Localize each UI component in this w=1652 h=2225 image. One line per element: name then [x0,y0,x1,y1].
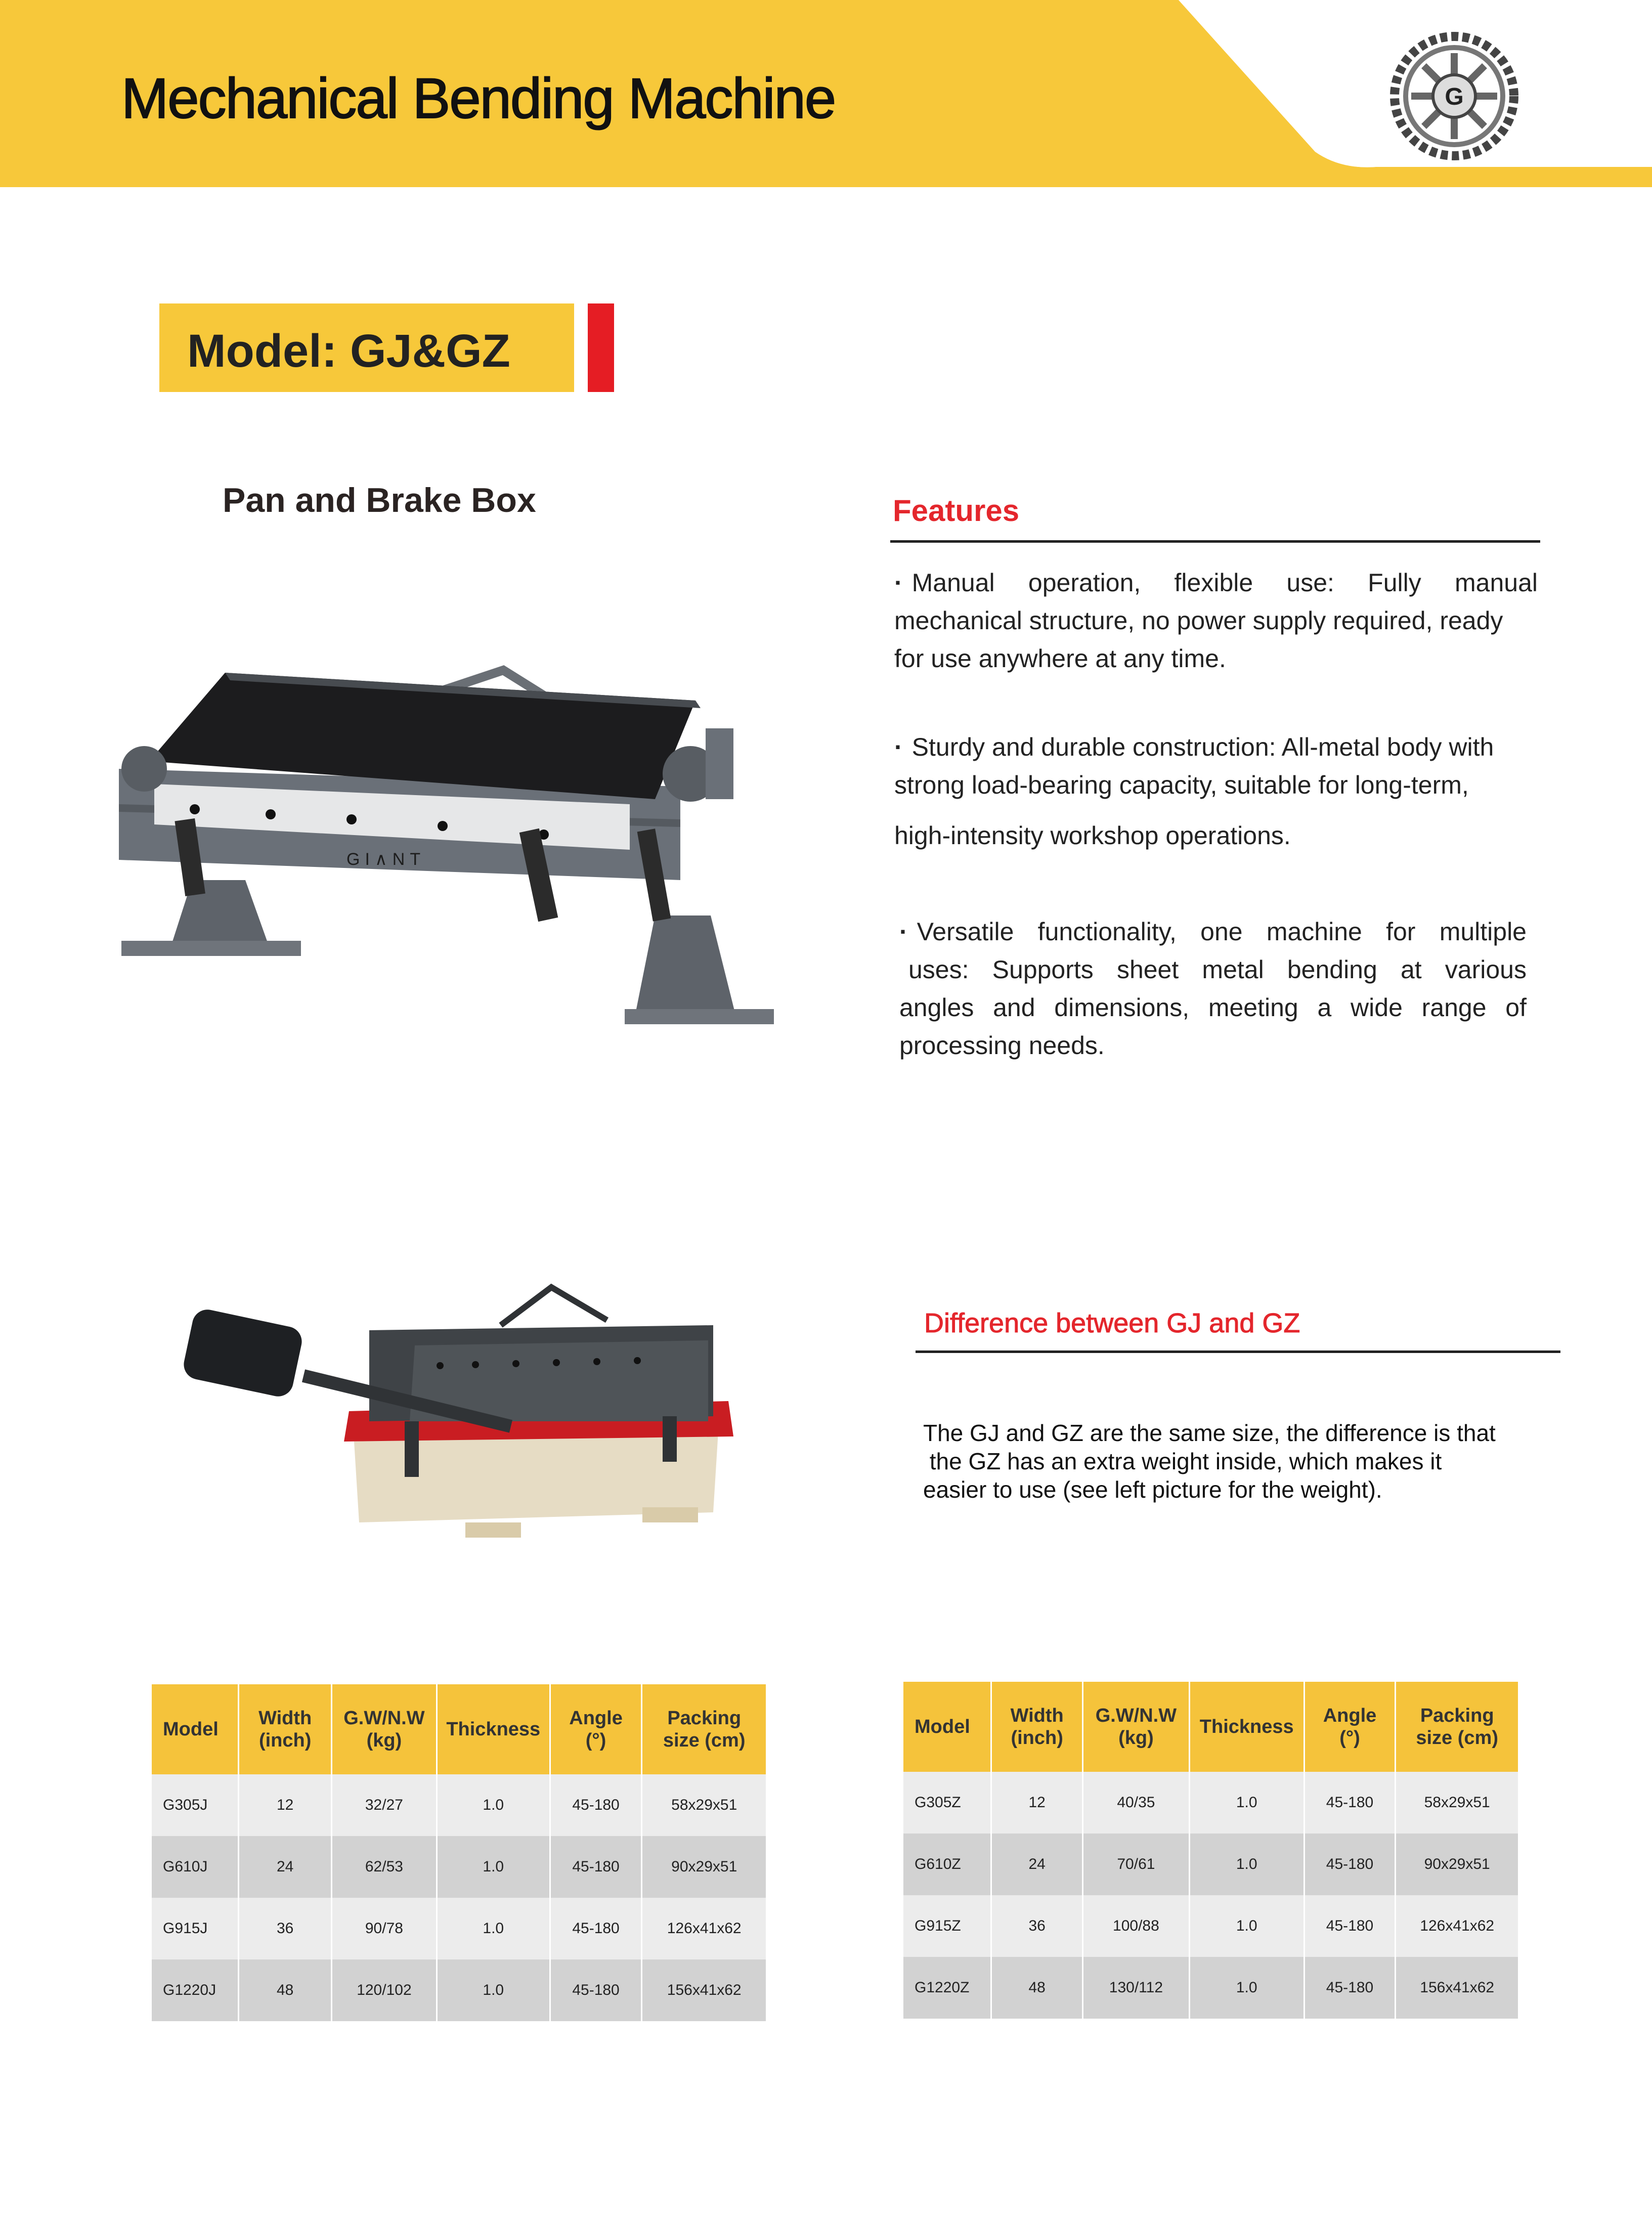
column-header-width: Width (inch) [991,1682,1083,1772]
column-header-model: Model [152,1684,239,1774]
table-row: G915J 36 90/78 1.0 45-180 126x41x62 [152,1898,767,1959]
gz-spec-table [903,1682,1519,2019]
svg-text:G: G [1445,83,1464,110]
features-heading: Features [893,494,1020,528]
bullet-icon: · [894,733,903,761]
pan-brake-machine-image [109,652,832,1072]
table-row: G1220Z 48 130/112 1.0 45-180 156x41x62 [903,1957,1519,2019]
feature-item: · Versatile functionality, one machine for multiple uses: Supports sheet metal bending at various angles and dimensions, meeting a wide range of processing needs. [899,918,1527,1060]
column-header-width: Width (inch) [239,1684,332,1774]
difference-heading: Difference between GJ and GZ [924,1308,1300,1338]
gj-spec-table [152,1684,767,2021]
brand-mark: GI∧NT [346,850,426,869]
product-name: Pan and Brake Box [223,481,536,519]
gz-machine-with-weight-image [167,1270,784,1538]
table-row: G610J 24 62/53 1.0 45-180 90x29x51 [152,1836,767,1898]
gear-chain-logo-icon [1386,28,1523,164]
table-row: G305J 12 32/27 1.0 45-180 58x29x51 [152,1774,767,1836]
bullet-icon: · [894,569,903,597]
table-row: G1220J 48 120/102 1.0 45-180 156x41x62 [152,1959,767,2021]
features-divider [890,540,1540,543]
table-row: G305Z 12 40/35 1.0 45-180 58x29x51 [903,1772,1519,1834]
column-header-weight: G.W/N.W (kg) [332,1684,437,1774]
feature-item: · Manual operation, flexible use: Fully manual mechanical structure, no power supply required, ready for use anywhere at any time. [894,569,1538,673]
model-tag-accent-bar [588,303,614,392]
bullet-icon: · [899,918,908,946]
column-header-angle: Angle (°) [550,1684,642,1774]
difference-text: The GJ and GZ are the same size, the difference is that the GZ has an extra weight inside, which makes it easier to use (see left picture for the weight). [923,1420,1496,1503]
column-header-packing: Packing size (cm) [1396,1682,1519,1772]
model-label: Model: GJ&GZ [187,325,510,377]
difference-divider [916,1350,1560,1353]
feature-item: · Sturdy and durable construction: All-metal body with strong load-bearing capacity, suitable for long-term, high-intensity workshop operations. [894,733,1494,850]
table-row: G915Z 36 100/88 1.0 45-180 126x41x62 [903,1895,1519,1957]
table-header-row [152,1684,767,1774]
column-header-packing: Packing size (cm) [642,1684,767,1774]
table-row: G610Z 24 70/61 1.0 45-180 90x29x51 [903,1834,1519,1895]
column-header-thickness: Thickness [437,1684,550,1774]
column-header-model: Model [903,1682,991,1772]
table-header-row [903,1682,1519,1772]
column-header-angle: Angle (°) [1304,1682,1396,1772]
column-header-weight: G.W/N.W (kg) [1083,1682,1190,1772]
page-title: Mechanical Bending Machine [121,67,836,130]
column-header-thickness: Thickness [1189,1682,1304,1772]
